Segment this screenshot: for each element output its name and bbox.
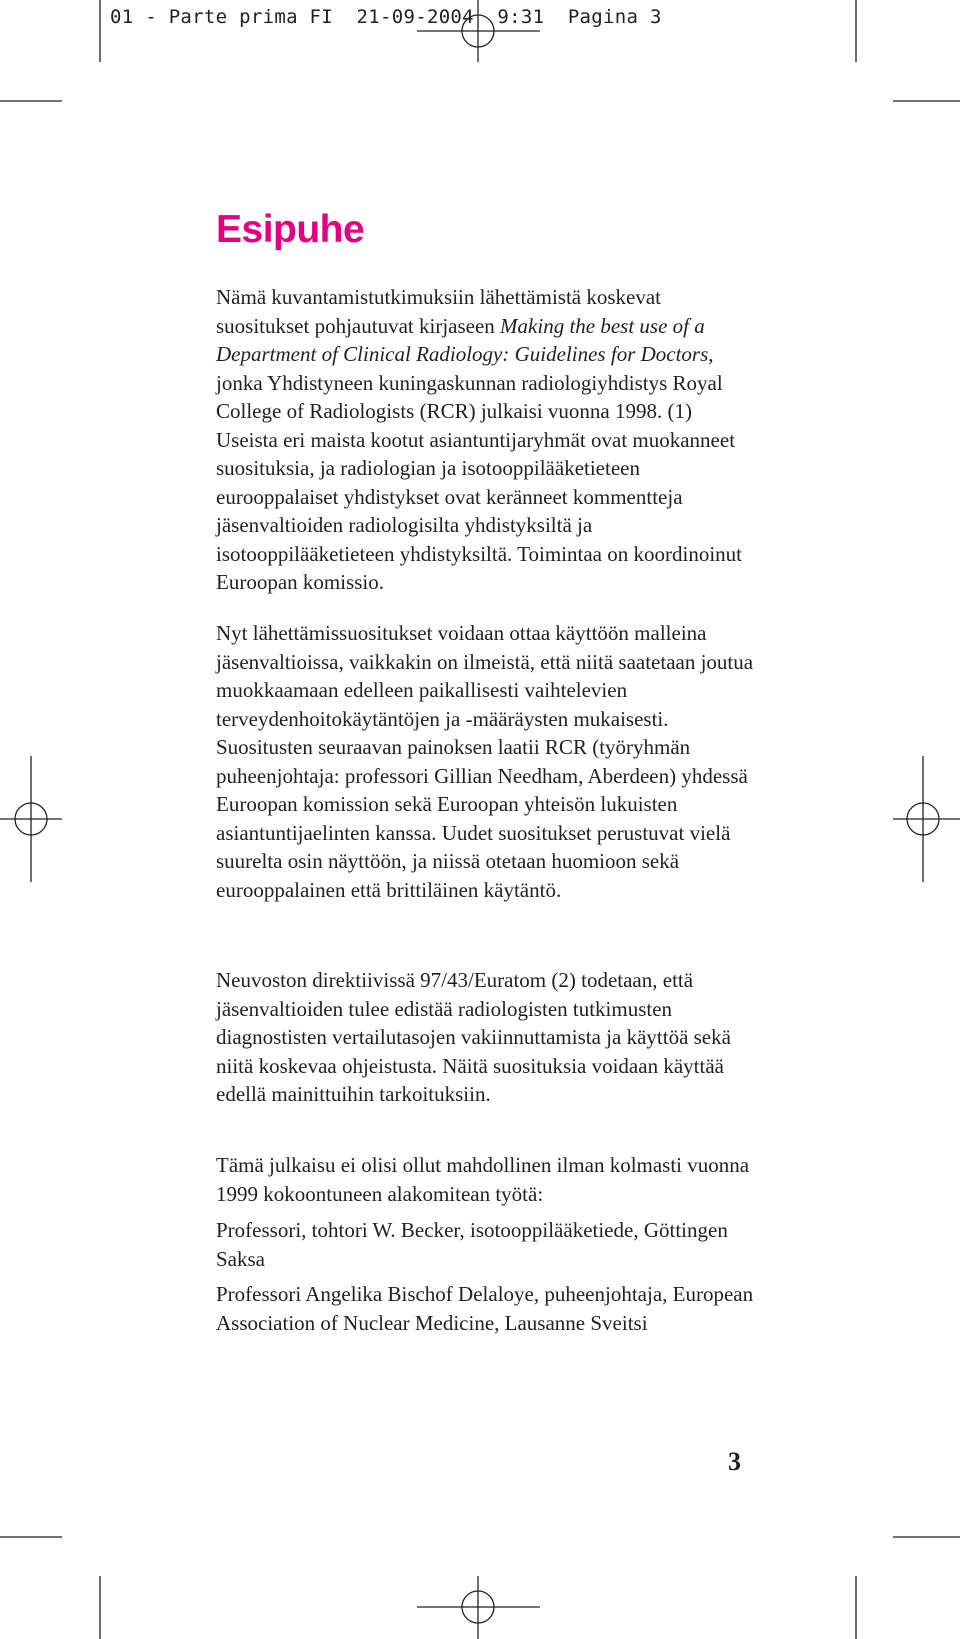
registration-mark-left (0, 756, 62, 882)
page-number: 3 (728, 1447, 741, 1476)
member-bischof-delaloye: Professori Angelika Bischof Delaloye, puheenjohtaja, European Association of Nuclear Medicine, Lausanne Sveitsi (216, 1282, 754, 1335)
page-title: Esipuhe (216, 208, 365, 251)
member-becker: Professori, tohtori W. Becker, isotooppilääketiede, Göttingen Saksa (216, 1218, 728, 1271)
registration-mark-right (893, 756, 960, 882)
paragraph-guidelines: Nyt lähettämissuositukset voidaan ottaa käyttöön malleina jäsenvaltioissa, vaikkakin on ilmeistä, että niitä saatetaan joutua muokkaamaan edelleen paikallisesti vaihtelevien terveydenhoitokäytäntöjen ja -määräysten mukaisesti. Suositusten seuraavan painoksen laatii RCR (työryhmän puheenjohtaja: professori Gillian Needham, Aberdeen) yhdessä Euroopan komission sekä Euroopan yhteisön lukuisten asiantuntijaelinten kanssa. Uudet suositukset perustuvat vielä suurelta osin näyttöön, ja niissä otetaan huomioon sekä eurooppalainen että brittiläinen käytäntö. (216, 621, 754, 902)
registration-mark-bottom (417, 1576, 540, 1639)
paragraph-intro (216, 283, 756, 597)
paragraph-subcommittee: Tämä julkaisu ei olisi ollut mahdollinen ilman kolmasti vuonna 1999 kokoontuneen alakomitean työtä: (216, 1153, 750, 1206)
intro-text-start: Nämä kuvantamistutkimuksiin lähettämistä koskevat suositukset pohjautuvat kirjaseen (216, 285, 661, 338)
paragraph-directive: Neuvoston direktiivissä 97/43/Euratom (2) todetaan, että jäsenvaltioiden tulee edistää radiologisten tutkimusten diagnostisten vertailutasojen vakiinnuttamista ja käyttöä sekä niitä koskevaa ohjeistusta. Näitä suosituksia voidaan käyttää edellä mainittuihin tarkoituksiin. (216, 968, 731, 1106)
book-title-italic: Making the best use of a Department of Clinical Radiology: Guidelines for Doctors (216, 313, 709, 366)
intro-text-end: , jonka Yhdistyneen kuningaskunnan radiologiyhdistys Royal College of Radiologists (RCR) julkaisi vuonna 1998. (1) Useista eri maista kootut asiantuntijaryhmät ovat muokanneet suosituksia, ja radiologian ja isotooppilääketieteen eurooppalaiset yhdistykset ovat keränneet kommentteja jäsenvaltioiden radiologisilta yhdistyksiltä ja isotooppilääketieteen yhdistyksiltä. Toimintaa on koordinoinut Euroopan komissio. (216, 342, 742, 594)
registration-mark-top (417, 0, 540, 62)
print-slug: 01 - Parte prima FI 21-09-2004 9:31 Pagina 3 (110, 6, 662, 28)
